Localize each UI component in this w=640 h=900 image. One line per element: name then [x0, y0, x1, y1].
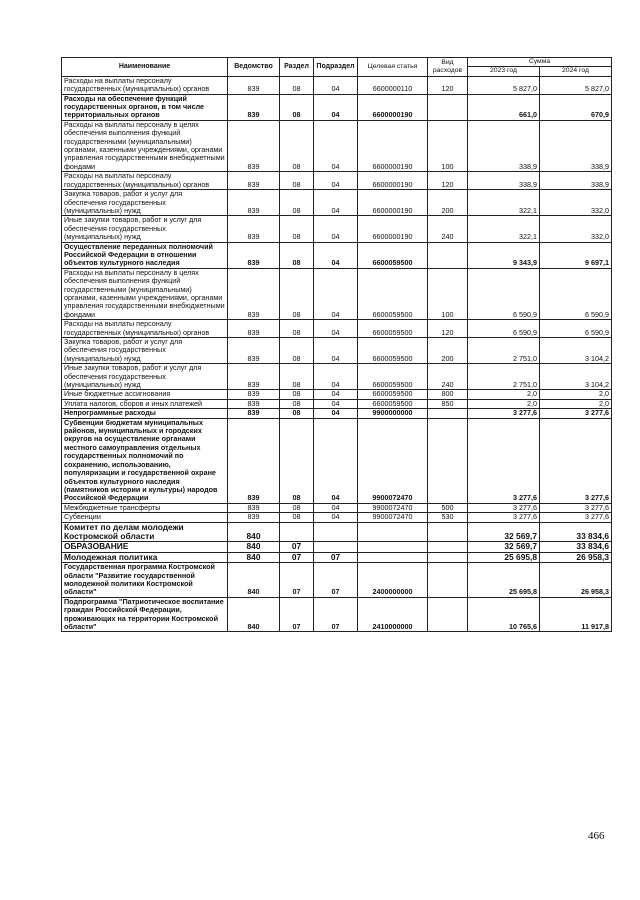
- row-sum-2023: 32 569,7: [468, 542, 540, 552]
- row-vid: 100: [428, 120, 468, 171]
- table-row: [62, 216, 612, 242]
- row-razdel: 07: [280, 552, 314, 562]
- header-name: Наименование: [62, 58, 228, 77]
- table-row: [62, 563, 612, 598]
- header-podrazdel: Подраздел: [314, 58, 358, 77]
- row-razdel: 08: [280, 320, 314, 338]
- row-vid: 850: [428, 399, 468, 408]
- row-razdel: 08: [280, 76, 314, 94]
- row-vedomstvo: 839: [228, 172, 280, 190]
- table-row: [62, 409, 612, 418]
- row-vedomstvo: 840: [228, 563, 280, 598]
- row-vedomstvo: 839: [228, 320, 280, 338]
- row-sum-2023: 2 751,0: [468, 338, 540, 364]
- row-vid: 120: [428, 76, 468, 94]
- row-target: 2410000000: [358, 597, 428, 632]
- row-target: [358, 522, 428, 542]
- row-vedomstvo: 839: [228, 76, 280, 94]
- row-name: Непрограммные расходы: [62, 409, 228, 418]
- row-name: Иные закупки товаров, работ и услуг для обеспечения государственных (муниципальных) нужд: [62, 364, 228, 390]
- row-name: Осуществление переданных полномочий Российской Федерации в отношении объектов культурного наследия: [62, 242, 228, 268]
- table-row: [62, 522, 612, 542]
- row-vedomstvo: 839: [228, 190, 280, 216]
- row-sum-2024: 3 104,2: [540, 338, 612, 364]
- row-name: Расходы на выплаты персоналу в целях обеспечения выполнения функций государственными (муниципальными) органами, казенными учреждениями, органами управления государственными внебюджетными фондами: [62, 120, 228, 171]
- row-sum-2023: 25 695,8: [468, 552, 540, 562]
- table-row: [62, 76, 612, 94]
- header-2023: 2023 год: [468, 67, 540, 76]
- row-sum-2024: 2,0: [540, 390, 612, 399]
- row-sum-2023: 9 343,9: [468, 242, 540, 268]
- row-vid: 120: [428, 320, 468, 338]
- row-razdel: 08: [280, 418, 314, 503]
- row-sum-2024: 3 277,6: [540, 503, 612, 512]
- row-sum-2024: 3 277,6: [540, 418, 612, 503]
- row-target: 6600059500: [358, 242, 428, 268]
- table-row: [62, 120, 612, 171]
- row-podrazdel: 04: [314, 390, 358, 399]
- row-name: Иные бюджетные ассигнования: [62, 390, 228, 399]
- row-razdel: 07: [280, 563, 314, 598]
- row-vedomstvo: 839: [228, 120, 280, 171]
- row-vedomstvo: 840: [228, 522, 280, 542]
- row-podrazdel: 04: [314, 76, 358, 94]
- row-podrazdel: [314, 522, 358, 542]
- row-sum-2023: 3 277,6: [468, 418, 540, 503]
- row-name: Государственная программа Костромской области "Развитие государственной молодежной политики Костромской области": [62, 563, 228, 598]
- row-sum-2024: 11 917,8: [540, 597, 612, 632]
- row-name: Подпрограмма "Патриотическое воспитание граждан Российской Федерации, проживающих на территории Костромской области": [62, 597, 228, 632]
- row-podrazdel: 04: [314, 190, 358, 216]
- table-header: [62, 58, 612, 77]
- header-target: Целевая статья: [358, 58, 428, 77]
- row-sum-2023: 10 765,6: [468, 597, 540, 632]
- row-vedomstvo: 839: [228, 399, 280, 408]
- row-sum-2023: 6 590,9: [468, 320, 540, 338]
- row-name: Межбюджетные трансферты: [62, 503, 228, 512]
- row-razdel: 08: [280, 190, 314, 216]
- row-vid: 240: [428, 364, 468, 390]
- row-sum-2024: 332,0: [540, 216, 612, 242]
- row-vid: [428, 242, 468, 268]
- row-target: 2400000000: [358, 563, 428, 598]
- row-sum-2023: 661,0: [468, 94, 540, 120]
- row-sum-2023: 338,9: [468, 120, 540, 171]
- row-sum-2023: 3 277,6: [468, 409, 540, 418]
- row-vid: 530: [428, 513, 468, 522]
- header-vedomstvo: Ведомство: [228, 58, 280, 77]
- row-name: Расходы на выплаты персоналу в целях обеспечения выполнения функций государственными (муниципальными) органами, казенными учреждениями, органами управления государственными внебюджетными фондами: [62, 268, 228, 319]
- row-razdel: 08: [280, 513, 314, 522]
- row-podrazdel: 04: [314, 399, 358, 408]
- row-name: Иные закупки товаров, работ и услуг для обеспечения государственных (муниципальных) нужд: [62, 216, 228, 242]
- row-vedomstvo: 840: [228, 552, 280, 562]
- row-razdel: 08: [280, 409, 314, 418]
- row-vedomstvo: 839: [228, 94, 280, 120]
- table-row: [62, 94, 612, 120]
- row-sum-2023: 2,0: [468, 399, 540, 408]
- row-vedomstvo: 840: [228, 542, 280, 552]
- row-sum-2024: 33 834,6: [540, 542, 612, 552]
- row-name: Комитет по делам молодежи Костромской области: [62, 522, 228, 542]
- row-vid: [428, 597, 468, 632]
- row-vedomstvo: 839: [228, 513, 280, 522]
- row-sum-2024: 6 590,9: [540, 320, 612, 338]
- row-sum-2023: 5 827,0: [468, 76, 540, 94]
- row-name: Молодежная политика: [62, 552, 228, 562]
- table-row: [62, 513, 612, 522]
- row-vedomstvo: 839: [228, 216, 280, 242]
- row-sum-2024: 670,9: [540, 94, 612, 120]
- header-2024: 2024 год: [540, 67, 612, 76]
- row-sum-2023: 25 695,8: [468, 563, 540, 598]
- table-row: [62, 338, 612, 364]
- row-sum-2023: 2,0: [468, 390, 540, 399]
- row-podrazdel: 04: [314, 120, 358, 171]
- row-vedomstvo: 839: [228, 503, 280, 512]
- row-vid: 800: [428, 390, 468, 399]
- row-podrazdel: 04: [314, 364, 358, 390]
- row-name: Расходы на обеспечение функций государственных органов, в том числе территориальных органов: [62, 94, 228, 120]
- row-razdel: 08: [280, 216, 314, 242]
- row-razdel: 07: [280, 542, 314, 552]
- row-vedomstvo: 839: [228, 418, 280, 503]
- row-vedomstvo: 840: [228, 597, 280, 632]
- row-vid: [428, 552, 468, 562]
- row-target: 6600000110: [358, 76, 428, 94]
- row-sum-2023: 32 569,7: [468, 522, 540, 542]
- table-body: [62, 76, 612, 632]
- row-sum-2023: 6 590,9: [468, 268, 540, 319]
- row-podrazdel: 04: [314, 94, 358, 120]
- table-row: [62, 242, 612, 268]
- table-row: [62, 597, 612, 632]
- row-sum-2023: 3 277,6: [468, 513, 540, 522]
- row-target: 9900072470: [358, 418, 428, 503]
- table-row: [62, 418, 612, 503]
- row-podrazdel: 04: [314, 418, 358, 503]
- row-vid: [428, 418, 468, 503]
- row-sum-2024: 26 958,3: [540, 563, 612, 598]
- row-razdel: 08: [280, 94, 314, 120]
- row-podrazdel: 07: [314, 597, 358, 632]
- row-vid: [428, 522, 468, 542]
- row-vid: 100: [428, 268, 468, 319]
- row-razdel: 08: [280, 172, 314, 190]
- row-vid: [428, 542, 468, 552]
- row-vedomstvo: 839: [228, 268, 280, 319]
- row-target: 6600059500: [358, 320, 428, 338]
- row-name: Закупка товаров, работ и услуг для обеспечения государственных (муниципальных) нужд: [62, 190, 228, 216]
- row-sum-2023: 322,1: [468, 216, 540, 242]
- row-sum-2024: 332,0: [540, 190, 612, 216]
- row-sum-2023: 3 277,6: [468, 503, 540, 512]
- row-vedomstvo: 839: [228, 242, 280, 268]
- row-vid: [428, 563, 468, 598]
- row-podrazdel: 04: [314, 338, 358, 364]
- row-target: 6600000190: [358, 120, 428, 171]
- row-sum-2024: 338,9: [540, 172, 612, 190]
- row-vid: 200: [428, 338, 468, 364]
- table-row: [62, 552, 612, 562]
- row-name: ОБРАЗОВАНИЕ: [62, 542, 228, 552]
- row-podrazdel: 04: [314, 172, 358, 190]
- row-razdel: [280, 522, 314, 542]
- row-podrazdel: 04: [314, 409, 358, 418]
- header-razdel: Раздел: [280, 58, 314, 77]
- row-target: 6600000190: [358, 190, 428, 216]
- budget-table: [61, 57, 612, 632]
- row-razdel: 08: [280, 242, 314, 268]
- row-vedomstvo: 839: [228, 364, 280, 390]
- row-sum-2023: 2 751,0: [468, 364, 540, 390]
- row-target: [358, 542, 428, 552]
- row-sum-2023: 322,1: [468, 190, 540, 216]
- row-vedomstvo: 839: [228, 390, 280, 399]
- row-razdel: 08: [280, 390, 314, 399]
- row-razdel: 08: [280, 399, 314, 408]
- table-row: [62, 542, 612, 552]
- row-podrazdel: 04: [314, 268, 358, 319]
- row-sum-2024: 6 590,9: [540, 268, 612, 319]
- row-vid: 500: [428, 503, 468, 512]
- row-podrazdel: 04: [314, 513, 358, 522]
- row-target: 9900072470: [358, 513, 428, 522]
- row-vedomstvo: 839: [228, 409, 280, 418]
- table-row: [62, 172, 612, 190]
- row-name: Закупка товаров, работ и услуг для обеспечения государственных (муниципальных) нужд: [62, 338, 228, 364]
- row-name: Уплата налогов, сборов и иных платежей: [62, 399, 228, 408]
- row-name: Расходы на выплаты персоналу государственных (муниципальных) органов: [62, 76, 228, 94]
- row-name: Расходы на выплаты персоналу государственных (муниципальных) органов: [62, 320, 228, 338]
- row-name: Субвенции: [62, 513, 228, 522]
- table-row: [62, 390, 612, 399]
- page-number: 466: [588, 830, 605, 842]
- row-vedomstvo: 839: [228, 338, 280, 364]
- row-razdel: 08: [280, 503, 314, 512]
- row-podrazdel: 07: [314, 552, 358, 562]
- row-target: 6600000190: [358, 94, 428, 120]
- row-target: [358, 552, 428, 562]
- row-sum-2023: 338,9: [468, 172, 540, 190]
- row-target: 9900000000: [358, 409, 428, 418]
- row-vid: [428, 94, 468, 120]
- table-row: [62, 364, 612, 390]
- row-razdel: 08: [280, 338, 314, 364]
- row-vid: 240: [428, 216, 468, 242]
- row-name: Расходы на выплаты персоналу государственных (муниципальных) органов: [62, 172, 228, 190]
- header-sum: Сумма: [468, 58, 612, 67]
- row-sum-2024: 3 277,6: [540, 409, 612, 418]
- row-name: Субвенции бюджетам муниципальных районов, муниципальных и городских округов на осуществление органами местного самоуправления отдельных государственных полномочий по сохранению, использованию, популяризации и государственной охране объектов культурного наследия (памятников истории и культуры) народов Российской Федерации: [62, 418, 228, 503]
- header-vid: Вид расходов: [428, 58, 468, 77]
- row-podrazdel: [314, 542, 358, 552]
- row-podrazdel: 04: [314, 216, 358, 242]
- row-podrazdel: 04: [314, 242, 358, 268]
- row-target: 6600059500: [358, 338, 428, 364]
- row-sum-2024: 3 277,6: [540, 513, 612, 522]
- row-razdel: 07: [280, 597, 314, 632]
- row-razdel: 08: [280, 120, 314, 171]
- row-vid: [428, 409, 468, 418]
- row-sum-2024: 9 697,1: [540, 242, 612, 268]
- row-target: 6600059500: [358, 399, 428, 408]
- table-row: [62, 268, 612, 319]
- table-row: [62, 190, 612, 216]
- table-row: [62, 320, 612, 338]
- row-sum-2024: 26 958,3: [540, 552, 612, 562]
- row-sum-2024: 338,9: [540, 120, 612, 171]
- row-vid: 200: [428, 190, 468, 216]
- row-target: 6600059500: [358, 364, 428, 390]
- row-podrazdel: 04: [314, 320, 358, 338]
- row-vid: 120: [428, 172, 468, 190]
- row-target: 6600059500: [358, 268, 428, 319]
- row-razdel: 08: [280, 268, 314, 319]
- row-sum-2024: 2,0: [540, 399, 612, 408]
- row-sum-2024: 3 104,2: [540, 364, 612, 390]
- row-podrazdel: 04: [314, 503, 358, 512]
- row-target: 6600059500: [358, 390, 428, 399]
- row-razdel: 08: [280, 364, 314, 390]
- row-target: 6600000190: [358, 216, 428, 242]
- row-podrazdel: 07: [314, 563, 358, 598]
- row-target: 9900072470: [358, 503, 428, 512]
- row-sum-2024: 33 834,6: [540, 522, 612, 542]
- row-target: 6600000190: [358, 172, 428, 190]
- row-sum-2024: 5 827,0: [540, 76, 612, 94]
